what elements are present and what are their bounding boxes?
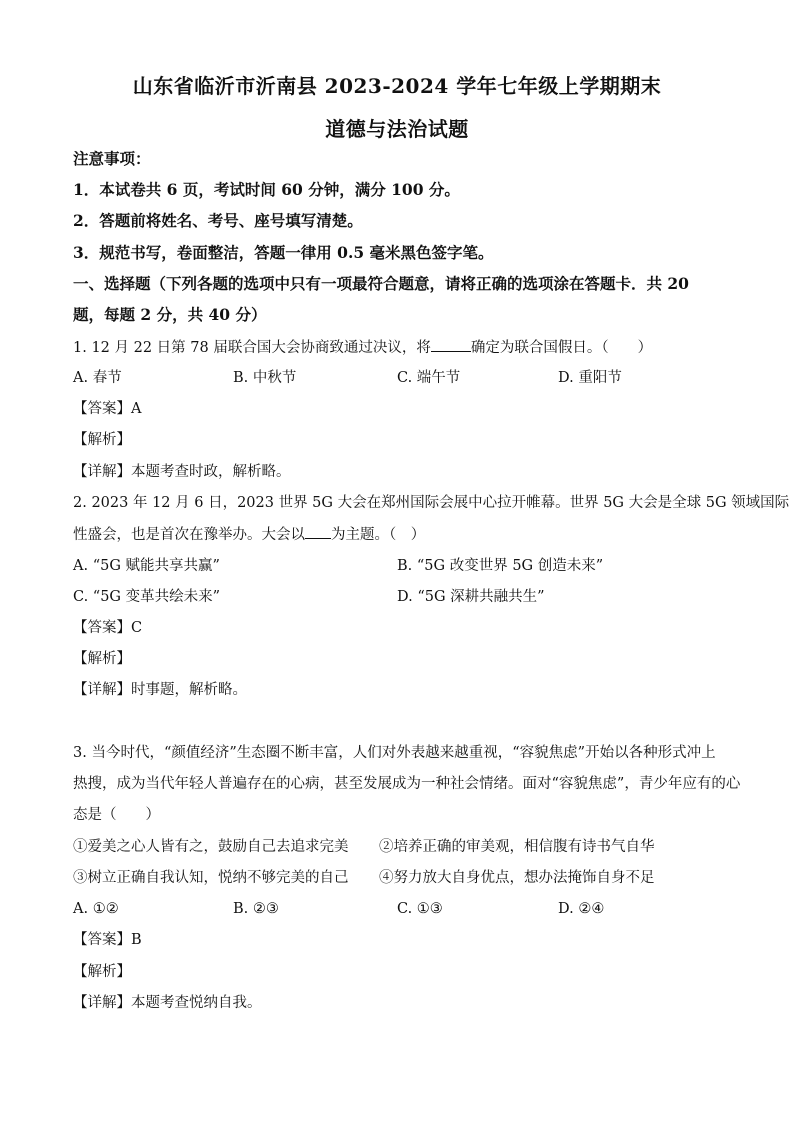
q3-option-d: D. ②④ xyxy=(558,901,605,917)
section-heading-line-1: 一、选择题（下列各题的选项中只有一项最符合题意，请将正确的选项涂在答题卡．共 20 xyxy=(73,274,689,293)
q3-stem-line-1: 3. 当今时代，“颜值经济”生态圈不断丰富，人们对外表越来越重视，“容貌焦虑”开始以各种形式冲上 xyxy=(73,745,716,761)
q3-option-c: C. ①③ xyxy=(397,901,443,917)
q1-option-d: D. 重阳节 xyxy=(558,370,622,386)
q1-option-b: B. 中秋节 xyxy=(233,370,297,386)
note-item-2: 2．答题前将姓名、考号、座号填写清楚。 xyxy=(73,211,363,230)
q2-option-c: C. “5G 变革共绘未来” xyxy=(73,589,221,605)
q1-answer: 【答案】A xyxy=(73,401,142,417)
note-item-3: 3．规范书写，卷面整洁，答题一律用 0.5 毫米黑色签字笔。 xyxy=(73,243,494,262)
q2-detail: 【详解】时事题，解析略。 xyxy=(73,682,247,698)
note-item-1: 1．本试卷共 6 页，考试时间 60 分钟，满分 100 分。 xyxy=(73,180,460,199)
q3-answer: 【答案】B xyxy=(73,932,142,948)
q2-stem-line-2 xyxy=(73,524,425,545)
q3-statement-1: ①爱美之心人皆有之，鼓励自己去追求完美 xyxy=(73,839,349,855)
q1-stem xyxy=(73,337,652,358)
q3-detail: 【详解】本题考查悦纳自我。 xyxy=(73,995,262,1011)
q2-stem-line-1: 2. 2023 年 12 月 6 日，2023 世界 5G 大会在郑州国际会展中心拉开帷幕。世界 5G 大会是全球 5G 领域国际 xyxy=(73,495,790,511)
q1-analysis: 【解析】 xyxy=(73,432,131,448)
q2-option-a: A. “5G 赋能共享共赢” xyxy=(73,558,220,574)
q2-option-d: D. “5G 深耕共融共生” xyxy=(397,589,545,605)
q1-stem-after: 确定为联合国假日。（ ） xyxy=(470,340,653,356)
q2-analysis: 【解析】 xyxy=(73,651,131,667)
section-heading-line-2: 题，每题 2 分，共 40 分） xyxy=(73,305,267,324)
q2-blank xyxy=(305,524,331,539)
q2-answer: 【答案】C xyxy=(73,620,143,636)
q3-stem-line-3: 态是（ ） xyxy=(73,807,160,823)
q1-blank xyxy=(431,337,471,352)
q1-option-c: C. 端午节 xyxy=(397,370,461,386)
q3-statement-4: ④努力放大自身优点，想办法掩饰自身不足 xyxy=(379,870,655,886)
q3-option-b: B. ②③ xyxy=(233,901,279,917)
q1-stem-before: 1. 12 月 22 日第 78 届联合国大会协商致通过决议，将 xyxy=(73,340,431,356)
q3-option-a: A. ①② xyxy=(73,901,119,917)
q3-analysis: 【解析】 xyxy=(73,964,131,980)
q1-detail: 【详解】本题考查时政，解析略。 xyxy=(73,464,291,480)
notes-heading: 注意事项： xyxy=(73,149,151,168)
q2-stem-before: 性盛会，也是首次在豫举办。大会以 xyxy=(73,527,305,543)
q2-stem-after: 为主题。（ ） xyxy=(331,527,426,543)
exam-subtitle: 道德与法治试题 xyxy=(325,117,469,141)
q3-statement-2: ②培养正确的审美观，相信腹有诗书气自华 xyxy=(379,839,655,855)
exam-title: 山东省临沂市沂南县 2023-2024 学年七年级上学期期末 xyxy=(132,74,662,98)
q1-option-a: A. 春节 xyxy=(73,370,122,386)
q3-statement-3: ③树立正确自我认知，悦纳不够完美的自己 xyxy=(73,870,349,886)
q2-option-b: B. “5G 改变世界 5G 创造未来” xyxy=(397,558,604,574)
q3-stem-line-2: 热搜，成为当代年轻人普遍存在的心病，甚至发展成为一种社会情绪。面对“容貌焦虑”，青少年应有的心 xyxy=(73,776,741,792)
